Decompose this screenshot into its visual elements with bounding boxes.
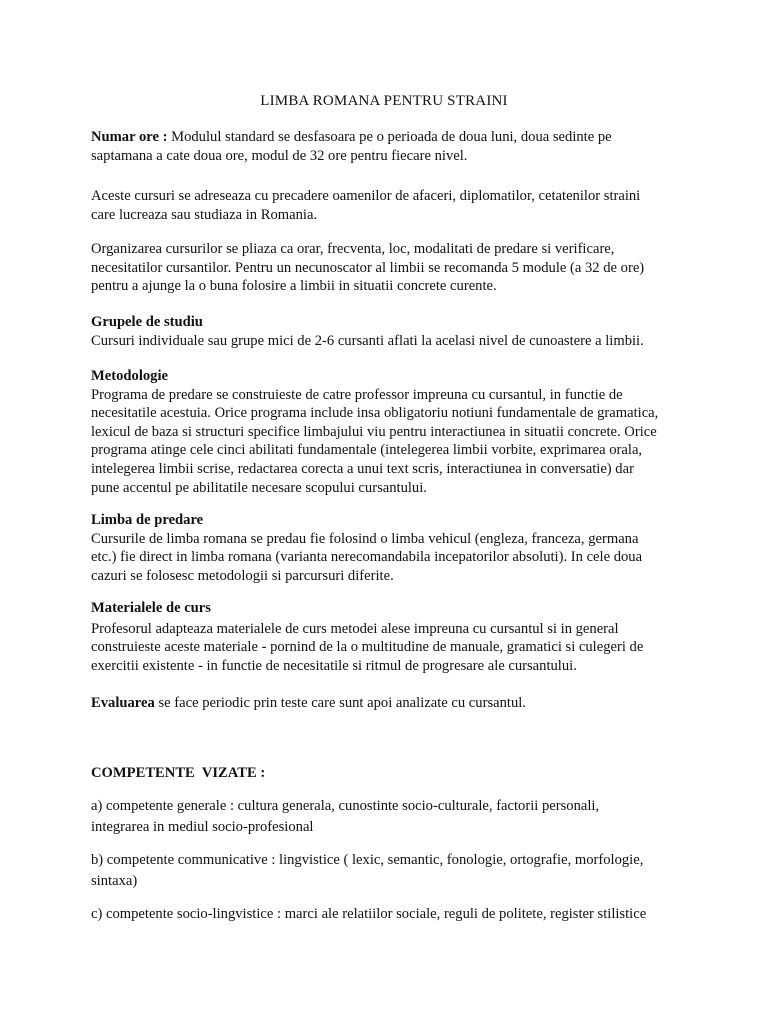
competente-b <box>91 851 691 890</box>
competente-c-line: c) competente socio-lingvistice : marci ale relatiilor sociale, reguli de politete, register stilistice <box>91 906 647 922</box>
organizare-paragraph <box>91 240 691 296</box>
metodologie-section <box>91 367 691 497</box>
metodologie-heading: Metodologie <box>91 368 169 384</box>
intro-line: care lucreaza sau studiaza in Romania. <box>91 206 318 223</box>
grupe-line: Cursuri individuale sau grupe mici de 2-6 cursanti aflati la acelasi nivel de cunoastere a limbii. <box>91 332 644 349</box>
limba-predare-section <box>91 511 691 585</box>
document-title: LIMBA ROMANA PENTRU STRAINI <box>260 93 508 109</box>
grupe-section <box>91 313 691 350</box>
limba-predare-line: cazuri se folosesc metodologii si parcursuri diferite. <box>91 567 394 584</box>
intro-line: Aceste cursuri se adreseaza cu precadere oamenilor de afaceri, diplomatilor, cetatenilor straini <box>91 188 641 204</box>
limba-predare-heading: Limba de predare <box>91 512 204 528</box>
competente-c <box>91 905 691 924</box>
grupe-heading: Grupele de studiu <box>91 314 203 330</box>
metodologie-line: programa atinge cele cinci abilitati fundamentale (intelegerea limbii vorbite, exprimarea orala, <box>91 442 643 459</box>
materiale-line: construieste aceste materiale - pornind de la o multitudine de manuale, gramatici si culegeri de <box>91 639 644 656</box>
evaluare-label: Evaluarea <box>91 695 155 711</box>
materiale-heading: Materialele de curs <box>91 600 211 616</box>
competente-a <box>91 797 691 836</box>
competente-a-line: integrarea in mediul socio-profesional <box>91 818 314 835</box>
evaluare-paragraph <box>91 694 691 713</box>
competente-heading-block <box>91 764 691 783</box>
competente-b-line: sintaxa) <box>91 872 138 889</box>
competente-heading: COMPETENTE VIZATE : <box>91 765 266 781</box>
competente-b-line: b) competente communicative : lingvistice ( lexic, semantic, fonologie, ortografie, morfologie, <box>91 852 644 868</box>
limba-predare-line: Cursurile de limba romana se predau fie folosind o limba vehicul (engleza, franceza, germana <box>91 530 639 547</box>
metodologie-line: lexicul de baza si structuri specifice limbajului viu pentru interactiunea in situatii concrete. Orice <box>91 423 657 440</box>
numar-ore-label: Numar ore : <box>91 129 168 145</box>
evaluare-text: se face periodic prin teste care sunt apoi analizate cu cursantul. <box>154 695 526 711</box>
metodologie-line: intelegerea limbii scrise, redactarea corecta a unui text scris, interactiunea in conversatie) dar <box>91 460 634 477</box>
materiale-line: Profesorul adapteaza materialele de curs metodei alese impreuna cu cursantul si in general <box>91 620 619 637</box>
metodologie-line: necesitatile acestuia. Orice programa include insa obligatoriu notiuni fundamentale de gramatica, <box>91 405 659 422</box>
limba-predare-line: etc.) fie direct in limba romana (varianta nerecomandabila incepatorilor absoluti). In cele doua <box>91 549 643 566</box>
metodologie-line: pune accentul pe abilitatile necesare scopului cursantului. <box>91 479 427 496</box>
organizare-line: necesitatilor cursantilor. Pentru un necunoscator al limbii se recomanda 5 module (a 32 de ore) <box>91 259 645 276</box>
numar-ore-line: saptamana a cate doua ore, modul de 32 ore pentru fiecare nivel. <box>91 147 468 164</box>
metodologie-line: Programa de predare se construieste de catre professor impreuna cu cursantul, in functie de <box>91 386 623 403</box>
organizare-line: pentru a ajunge la o buna folosire a limbii in situatii concrete curente. <box>91 278 497 295</box>
intro-paragraph <box>91 187 691 224</box>
organizare-line: Organizarea cursurilor se pliaza ca orar, frecventa, loc, modalitati de predare si verificare, <box>91 241 615 257</box>
materiale-section <box>91 599 691 675</box>
materiale-line: exercitii existente - in functie de necesitatile si ritmul de progresare ale cursantului. <box>91 657 577 674</box>
numar-ore-line: Modulul standard se desfasoara pe o perioada de doua luni, doua sedinte pe <box>167 129 612 145</box>
competente-a-line: a) competente generale : cultura generala, cunostinte socio-culturale, factorii personali, <box>91 798 600 814</box>
numar-ore-paragraph <box>91 128 691 165</box>
